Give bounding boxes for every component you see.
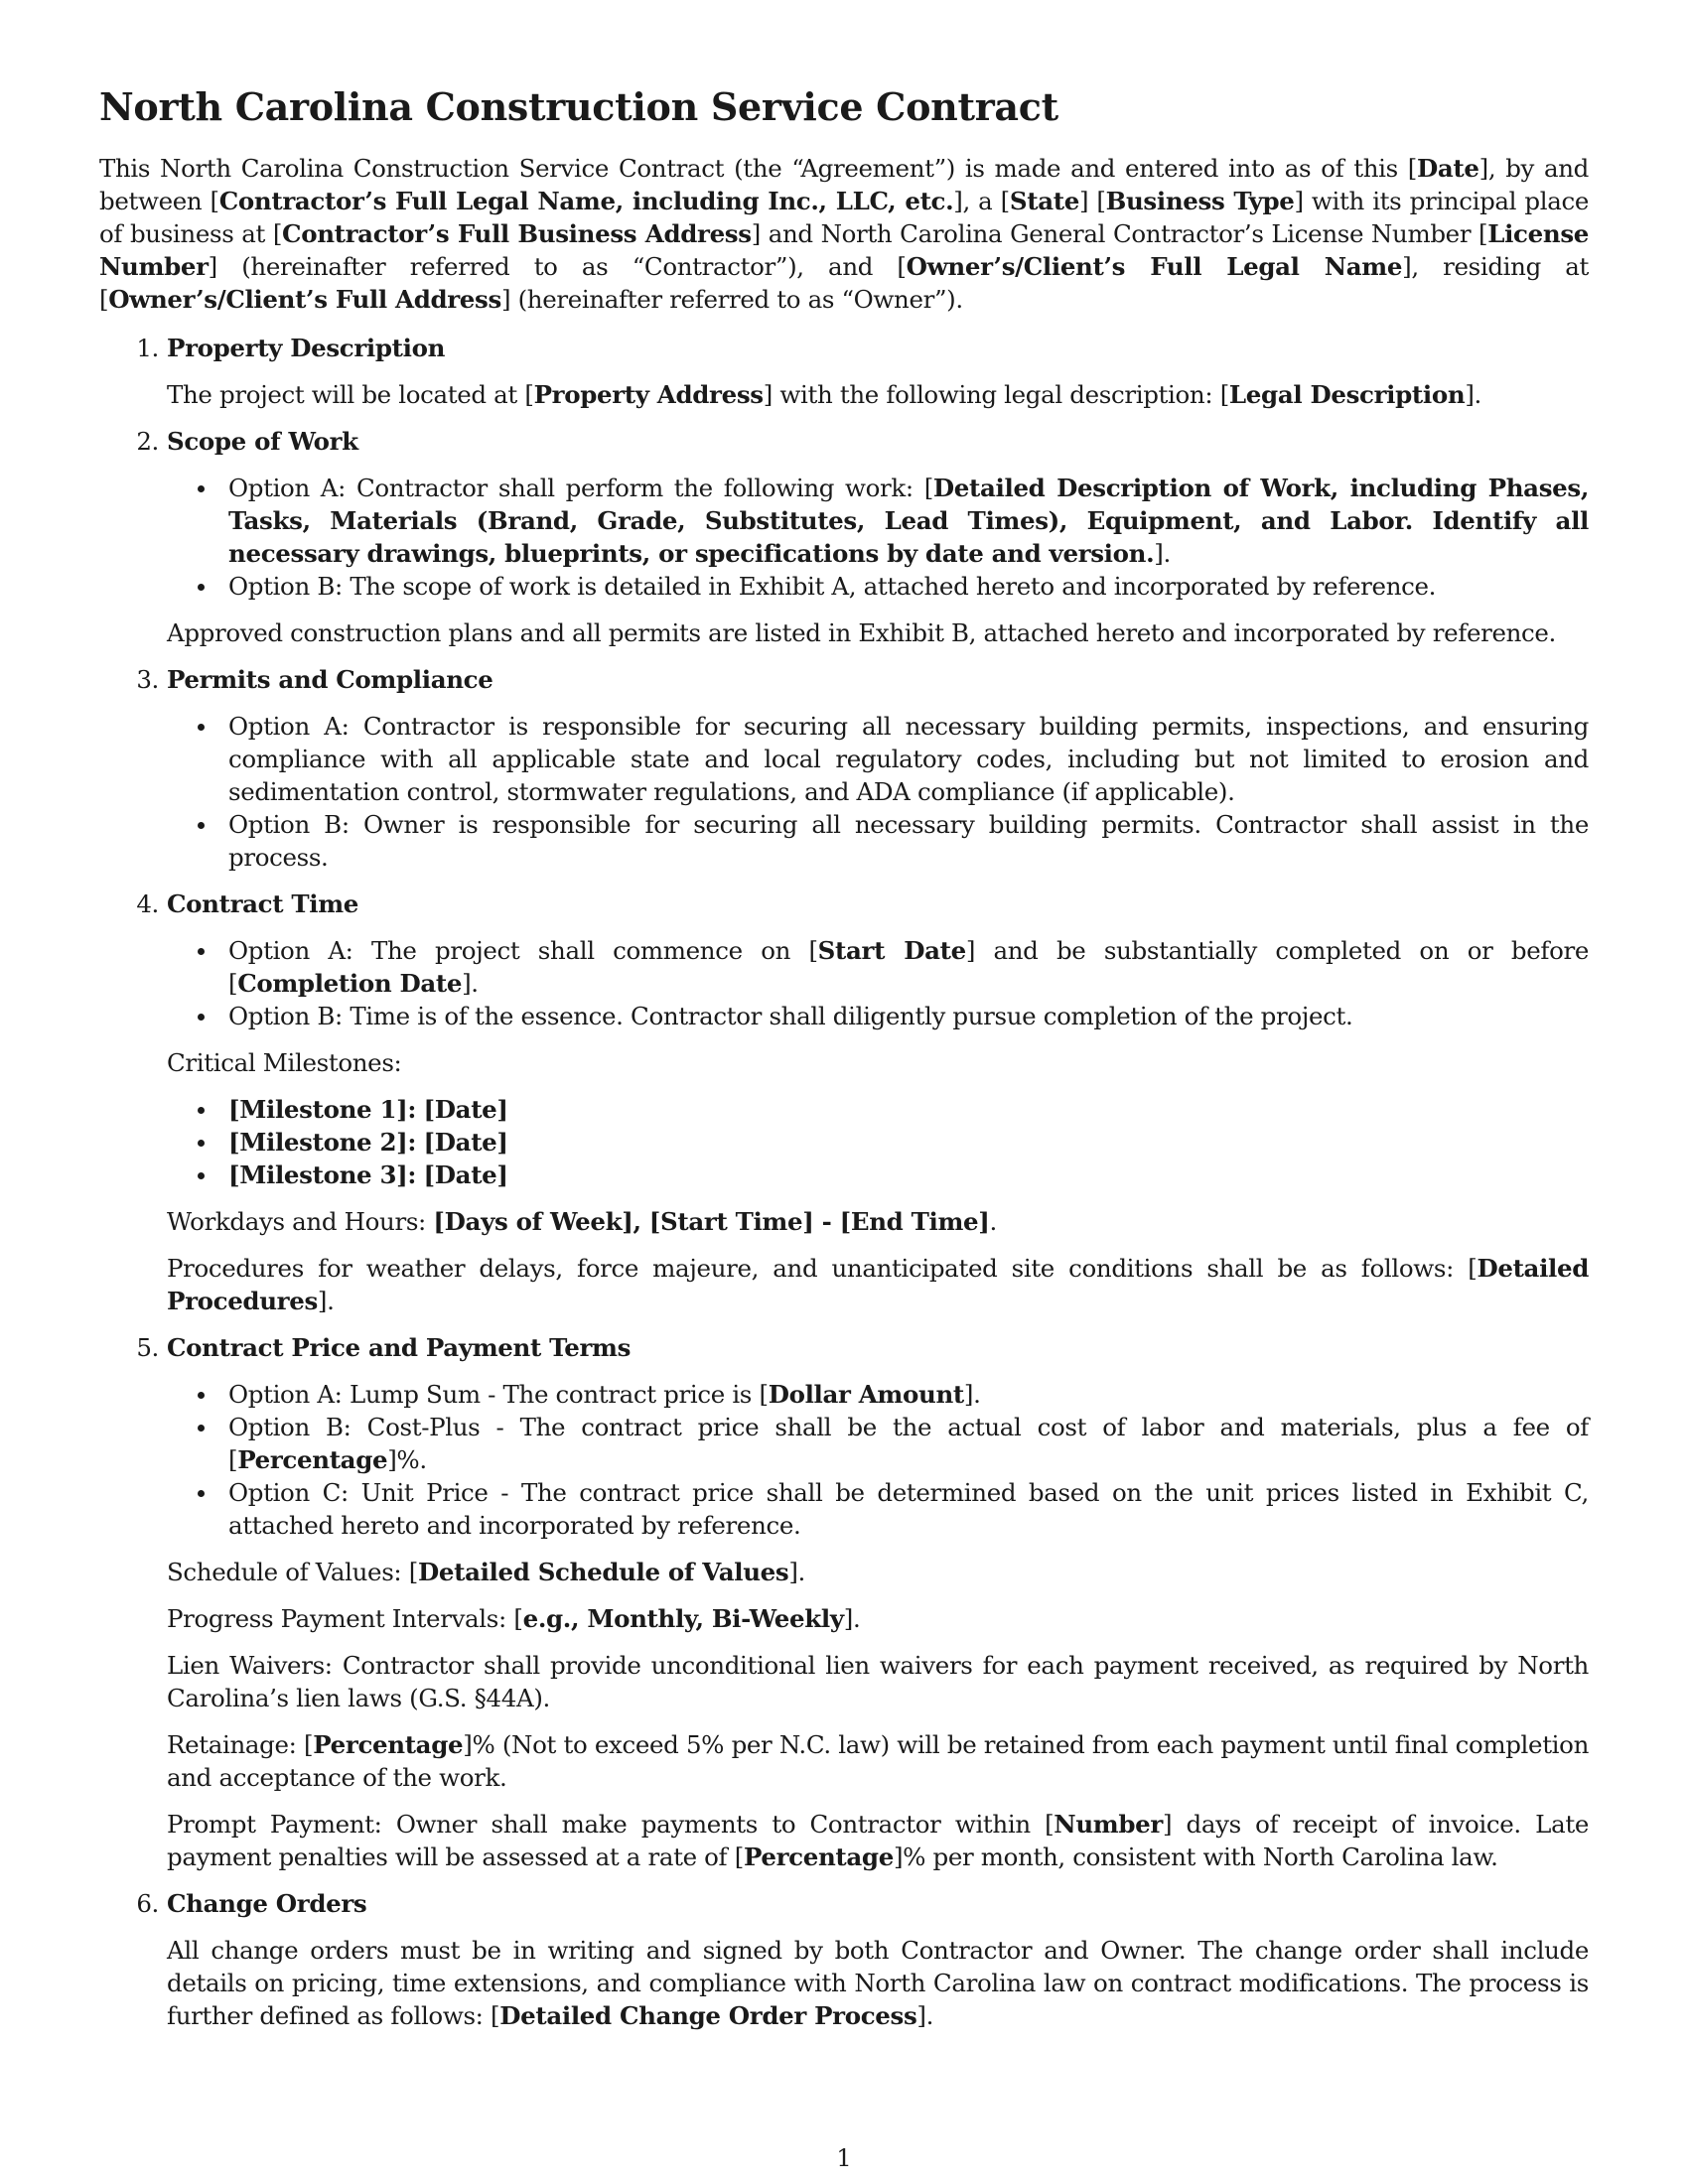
contractor-address-placeholder: Contractor’s Full Business Address [282,219,752,248]
page-number: 1 [836,2144,852,2172]
document-title: North Carolina Construction Service Contract [99,84,1058,129]
contract-sections [99,332,1589,2032]
owner-name-placeholder: Owner’s/Client’s Full Legal Name [906,252,1403,281]
workdays-paragraph: Workdays and Hours: [Days of Week], [Start Time] - [End Time]. [167,1207,997,1236]
section-title: Property Description [167,334,446,362]
intro-paragraph [99,152,1589,316]
list-item: Option B: Cost-Plus - The contract price shall be the actual cost of labor and materials, plus a fee of [Percentage]%. [167,1411,1589,1476]
section-number: 4. [136,889,159,918]
list-item: [Milestone 3]: [Date] [167,1159,1589,1191]
intro-text: ] with its principal place of business at [ [99,187,1590,248]
list-item: Option B: The scope of work is detailed in Exhibit A, attached hereto and incorporated by reference. [167,570,1589,603]
section-title: Permits and Compliance [167,665,493,694]
option-list [167,1378,1589,1542]
lien-waivers: Lien Waivers: Contractor shall provide unconditional lien waivers for each payment received, as required by North Carolina’s lien laws (G.S. §44A). [167,1651,1589,1712]
section-title: Scope of Work [167,427,358,456]
intro-text: ] [ [1078,187,1106,215]
list-item: Option A: The project shall commence on [Start Date] and be substantially completed on or before [Completion Date]. [167,934,1589,1000]
state-placeholder: State [1009,187,1079,215]
section-number: 5. [136,1333,159,1362]
section-title: Change Orders [167,1889,367,1918]
section-paragraph: All change orders must be in writing and signed by both Contractor and Owner. The change order shall include details on pricing, time extensions, and compliance with North Carolina law on contract modifications. The process is further defined as follows: [Detailed Change Order Process]. [167,1936,1589,2030]
work-description-placeholder: Detailed Description of Work, including Phases, Tasks, Materials (Brand, Grade, Substitutes, Lead Times), Equipment, and Labor. Identify all necessary drawings, blueprints, or specifications by date and version. [228,474,1590,568]
section-property-description [99,332,1589,411]
delays-paragraph: Procedures for weather delays, force majeure, and unanticipated site conditions shall be as follows: [Detailed Procedures]. [167,1254,1589,1315]
list-item: Option B: Owner is responsible for securing all necessary building permits. Contractor shall assist in the process. [167,808,1589,874]
section-paragraph: Approved construction plans and all permits are listed in Exhibit B, attached hereto and incorporated by reference. [167,618,1556,647]
workdays-placeholder: [Days of Week], [Start Time] - [End Time] [433,1207,990,1236]
list-item: [Milestone 2]: [Date] [167,1126,1589,1159]
property-address-placeholder: Property Address [533,380,764,409]
section-contract-time [99,887,1589,1317]
section-number: 6. [136,1889,159,1918]
list-item: Option B: Time is of the essence. Contractor shall diligently pursue completion of the project. [167,1000,1589,1032]
intro-text: ], by and between [ [99,154,1589,215]
prompt-payment: Prompt Payment: Owner shall make payments to Contractor within [Number] days of receipt of invoice. Late payment penalties will be assessed at a rate of [Percentage]% per month, consistent with North Carolina law. [167,1810,1589,1871]
intro-text: ] (hereinafter referred to as “Contractor”), and [ [208,252,907,281]
contractor-name-placeholder: Contractor’s Full Legal Name, including Inc., LLC, etc. [218,187,954,215]
intro-text: This North Carolina Construction Service Contract (the “Agreement”) is made and entered into as of this [ [99,154,1418,183]
legal-description-placeholder: Legal Description [1228,380,1466,409]
section-number: 1. [136,334,159,362]
list-item: Option C: Unit Price - The contract price shall be determined based on the unit prices listed in Exhibit C, attached hereto and incorporated by reference. [167,1476,1589,1542]
section-number: 2. [136,427,159,456]
intro-text: ], a [ [953,187,1010,215]
list-item: Option A: Contractor shall perform the following work: [Detailed Description of Work, including Phases, Tasks, Materials (Brand, Grade, Substitutes, Lead Times), Equipment, and Labor. Identify all necessary drawings, blueprints, or specifications by date and version.]. [167,472,1589,570]
owner-address-placeholder: Owner’s/Client’s Full Address [108,285,501,314]
completion-date-placeholder: Completion Date [237,969,463,998]
section-number: 3. [136,665,159,694]
section-contract-price [99,1331,1589,1873]
change-order-placeholder: Detailed Change Order Process [499,2001,917,2030]
section-paragraph: The project will be located at [Property Address] with the following legal description: [Legal Description]. [167,380,1481,409]
option-list [167,934,1589,1032]
dollar-amount-placeholder: Dollar Amount [768,1380,964,1409]
schedule-of-values: Schedule of Values: [Detailed Schedule of Values]. [167,1558,805,1586]
start-date-placeholder: Start Date [817,936,966,965]
section-change-orders [99,1887,1589,2032]
intro-text: ], residing at [ [99,252,1589,314]
retainage: Retainage: [Percentage]% (Not to exceed 5% per N.C. law) will be retained from each payment until final completion and acceptance of the work. [167,1730,1589,1792]
date-placeholder: Date [1417,154,1479,183]
milestones-label: Critical Milestones: [167,1048,402,1077]
section-scope-of-work [99,425,1589,649]
section-title: Contract Time [167,889,359,918]
list-item: Option A: Contractor is responsible for securing all necessary building permits, inspections, and ensuring compliance with all applicable state and local regulatory codes, including but not limited to erosion and sedimentation control, stormwater regulations, and ADA compliance (if applicable). [167,710,1589,808]
option-list [167,472,1589,603]
procedures-placeholder: Detailed Procedures [167,1254,1589,1315]
list-item: [Milestone 1]: [Date] [167,1093,1589,1126]
list-item: Option A: Lump Sum - The contract price is [Dollar Amount]. [167,1378,1589,1411]
intro-text: ] and North Carolina General Contractor’s License Number [ [751,219,1488,248]
business-type-placeholder: Business Type [1105,187,1295,215]
license-number-placeholder: License Number [99,219,1590,281]
payment-intervals: Progress Payment Intervals: [e.g., Monthly, Bi-Weekly]. [167,1604,861,1633]
section-title: Contract Price and Payment Terms [167,1333,632,1362]
milestone-list [167,1093,1589,1191]
option-list [167,710,1589,874]
section-permits-compliance [99,663,1589,874]
percentage-placeholder: Percentage [237,1445,388,1474]
intro-text: ] (hereinafter referred to as “Owner”). [500,285,963,314]
document-page [99,84,1589,2046]
